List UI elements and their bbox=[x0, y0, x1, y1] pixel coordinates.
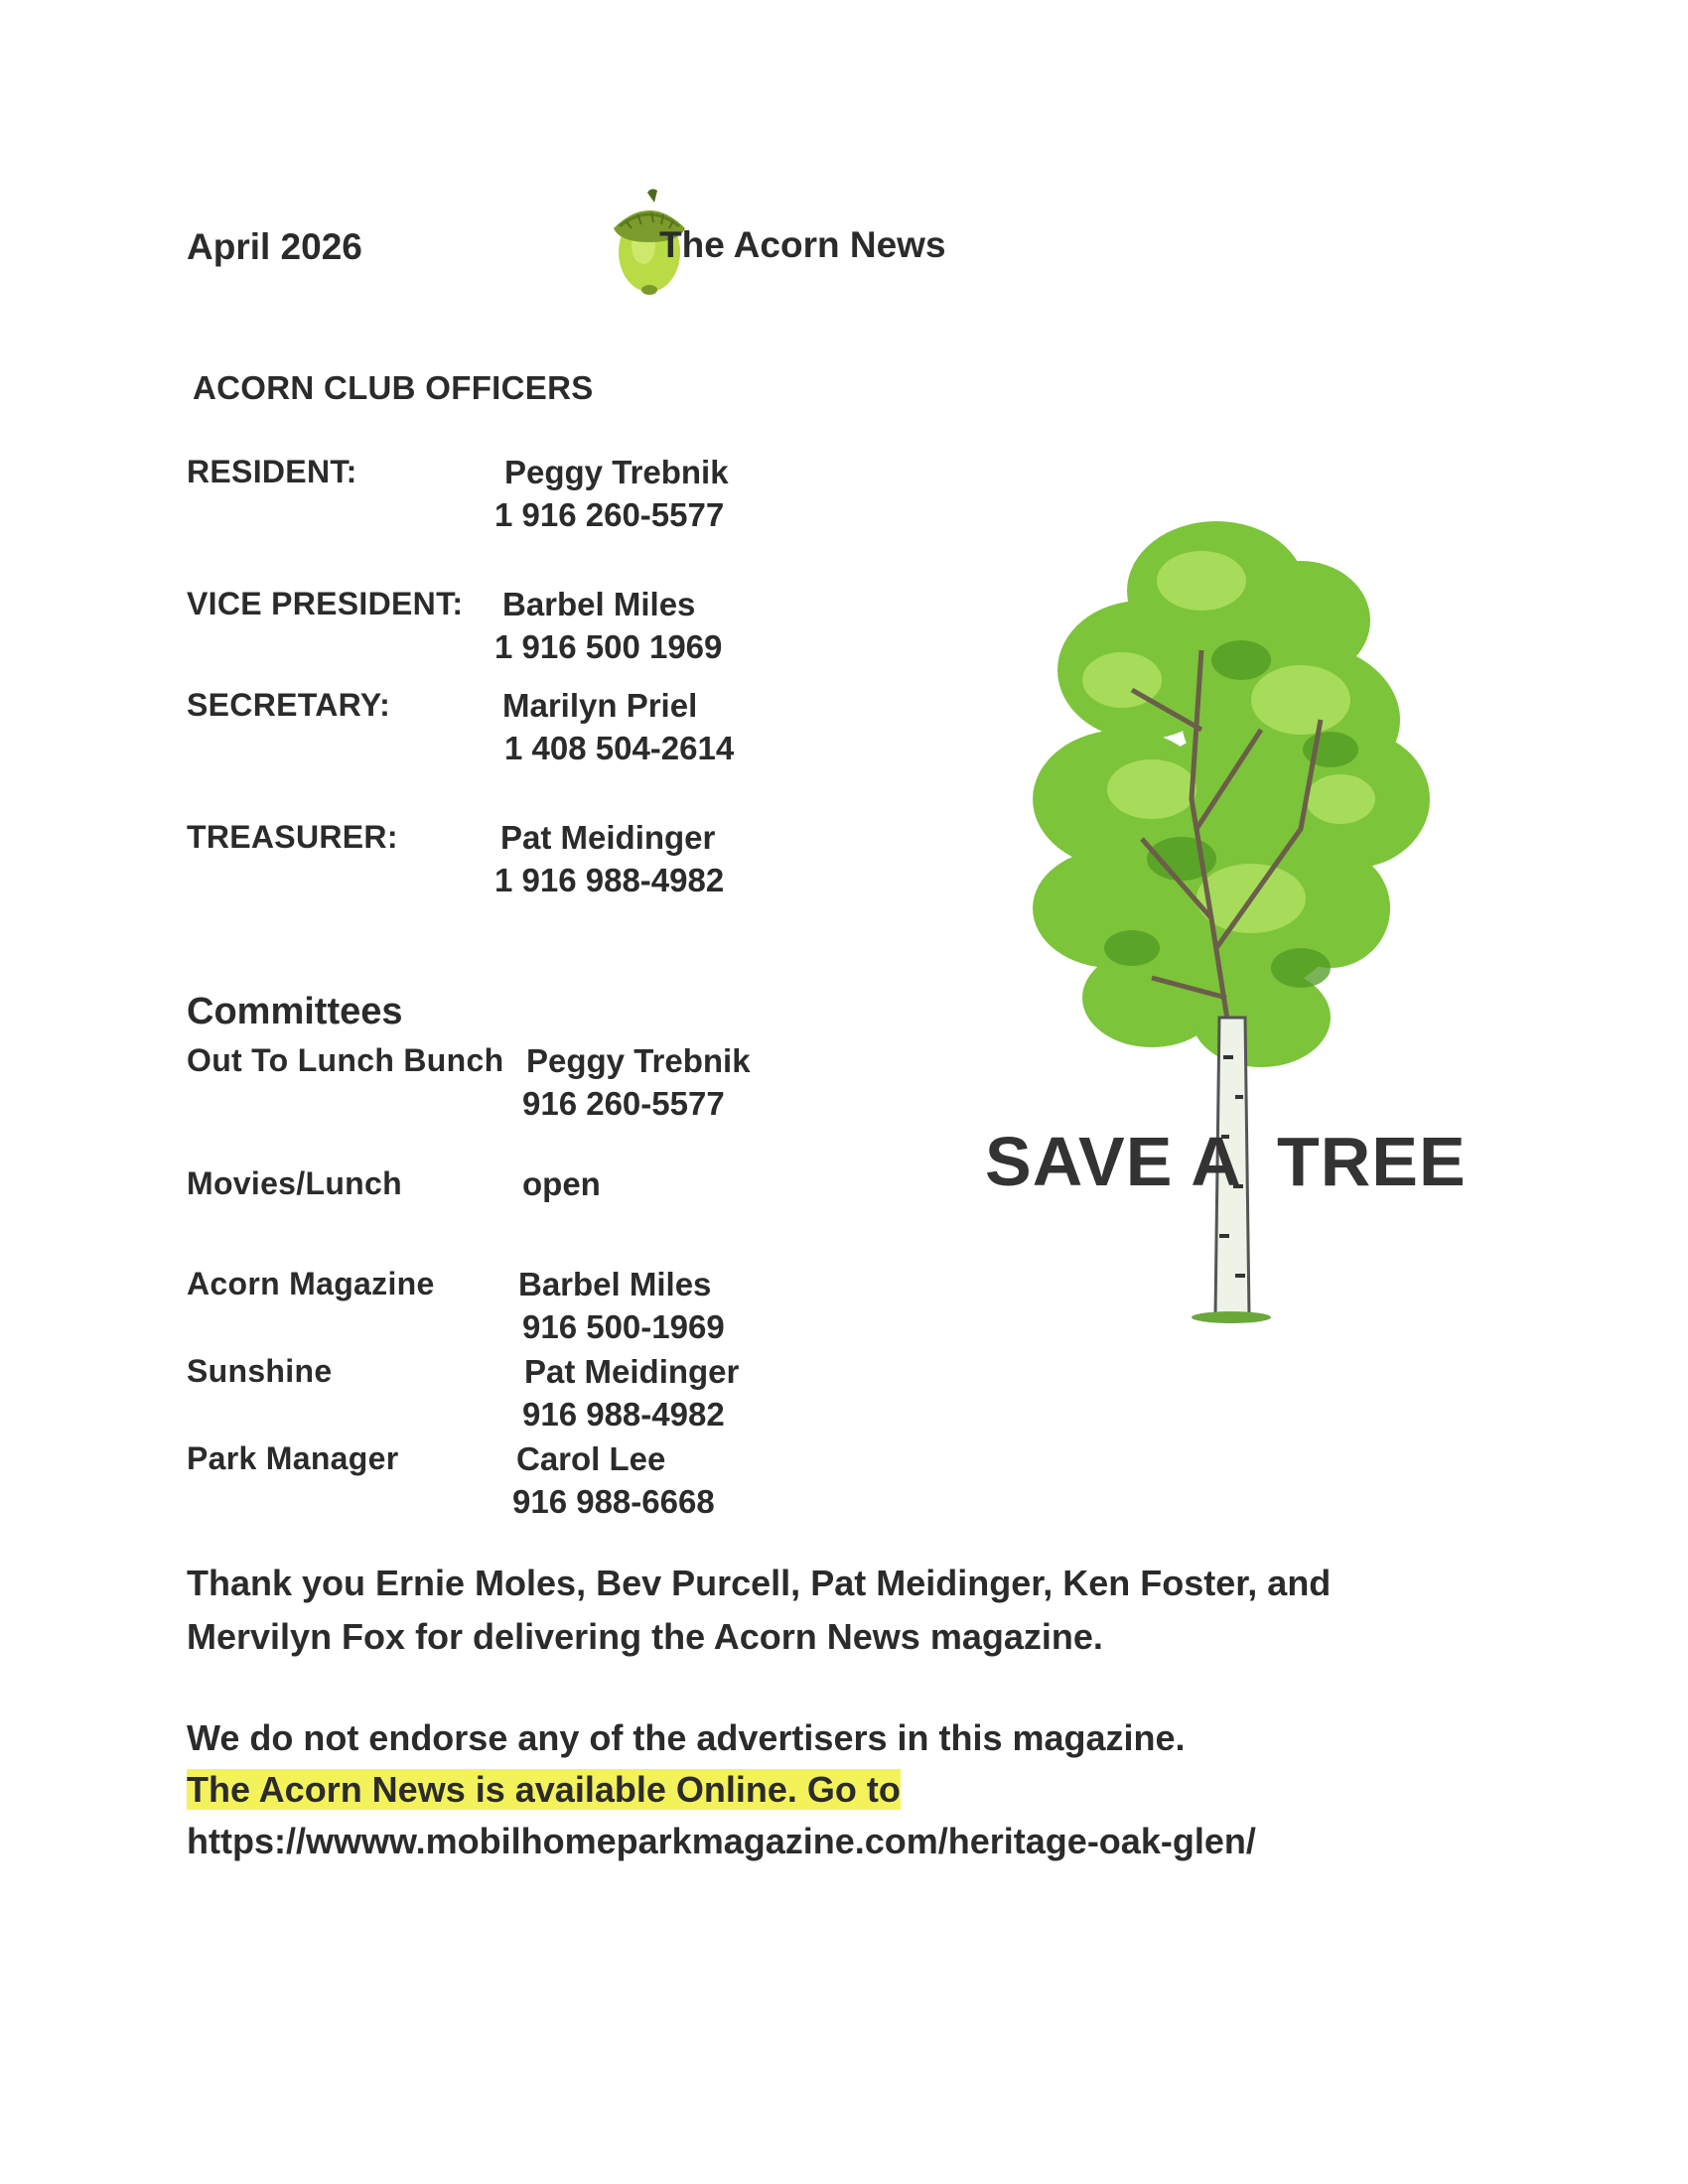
committee-name-sunshine: Sunshine bbox=[187, 1353, 333, 1389]
committee-contact-park-manager: Carol Lee bbox=[516, 1440, 666, 1477]
committee-phone-sunshine: 916 988-4982 bbox=[522, 1396, 725, 1433]
officer-phone-treasurer: 1 916 988-4982 bbox=[494, 862, 725, 898]
committee-contact-lunch: Peggy Trebnik bbox=[526, 1042, 751, 1079]
website-url[interactable]: https://wwww.mobilhomeparkmagazine.com/heritage-oak-glen/ bbox=[187, 1821, 1256, 1861]
officer-name-treasurer: Pat Meidinger bbox=[500, 819, 716, 856]
committee-name-magazine: Acorn Magazine bbox=[187, 1266, 435, 1301]
officer-phone-president: 1 916 260-5577 bbox=[494, 496, 725, 533]
officer-role-vice-president: VICE PRESIDENT: bbox=[187, 586, 464, 621]
committee-contact-sunshine: Pat Meidinger bbox=[524, 1353, 740, 1390]
newsletter-title: The Acorn News bbox=[659, 224, 946, 265]
committee-phone-lunch: 916 260-5577 bbox=[522, 1085, 725, 1122]
committees-heading: Committees bbox=[187, 991, 403, 1032]
committee-contact-movies: open bbox=[522, 1165, 601, 1202]
online-availability-highlight: The Acorn News is available Online. Go to bbox=[187, 1769, 901, 1810]
officer-name-president: Peggy Trebnik bbox=[504, 454, 729, 490]
officer-phone-secretary: 1 408 504-2614 bbox=[504, 730, 735, 766]
committee-name-movies: Movies/Lunch bbox=[187, 1165, 402, 1201]
disclaimer-text: We do not endorse any of the advertisers in this magazine. bbox=[187, 1717, 1186, 1758]
officer-role-treasurer: TREASURER: bbox=[187, 819, 398, 855]
officer-name-vice-president: Barbel Miles bbox=[502, 586, 696, 622]
officer-role-president: RESIDENT: bbox=[187, 454, 357, 489]
tree-illustration bbox=[1003, 501, 1479, 1335]
committee-name-park-manager: Park Manager bbox=[187, 1440, 399, 1476]
officer-name-secretary: Marilyn Priel bbox=[502, 687, 698, 724]
officer-phone-vice-president: 1 916 500 1969 bbox=[494, 628, 723, 665]
committee-phone-magazine: 916 500-1969 bbox=[522, 1308, 725, 1345]
officers-heading: ACORN CLUB OFFICERS bbox=[193, 369, 594, 406]
committee-contact-magazine: Barbel Miles bbox=[518, 1266, 712, 1302]
tree-caption: TREE bbox=[1277, 1123, 1467, 1200]
committee-phone-park-manager: 916 988-6668 bbox=[512, 1483, 715, 1520]
issue-date: April 2026 bbox=[187, 226, 362, 267]
save-a-caption: SAVE A bbox=[985, 1123, 1242, 1200]
committee-name-lunch: Out To Lunch Bunch bbox=[187, 1042, 504, 1078]
officer-role-secretary: SECRETARY: bbox=[187, 687, 391, 723]
thanks-line-1: Thank you Ernie Moles, Bev Purcell, Pat Meidinger, Ken Foster, and bbox=[187, 1563, 1332, 1603]
thanks-line-2: Mervilyn Fox for delivering the Acorn News magazine. bbox=[187, 1616, 1103, 1657]
